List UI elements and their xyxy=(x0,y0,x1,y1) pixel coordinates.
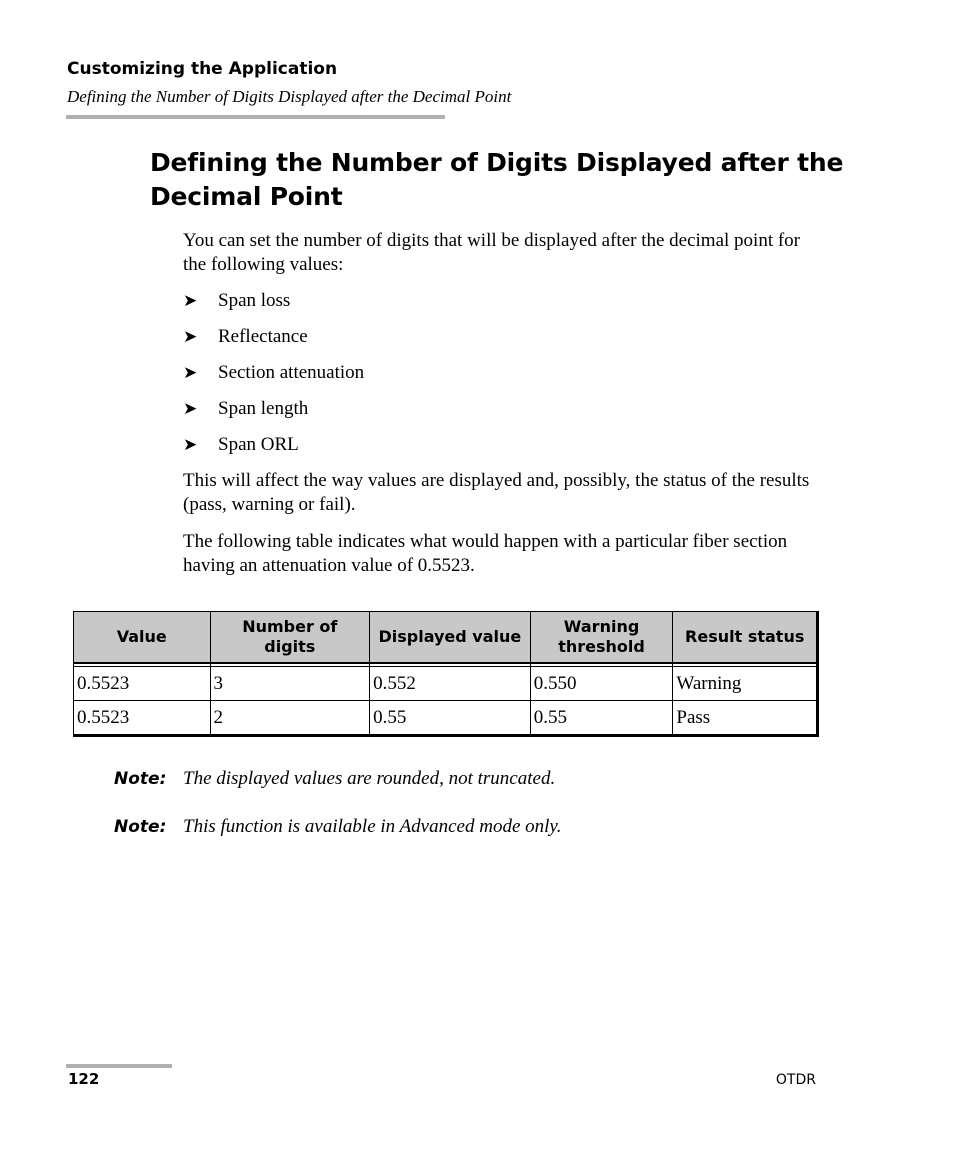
list-item-label: Section attenuation xyxy=(218,362,365,383)
note-label: Note: xyxy=(114,769,167,789)
table-cell: Warning xyxy=(673,667,818,701)
note-advanced-mode xyxy=(114,815,562,839)
chapter-title: Customizing the Application xyxy=(67,59,338,79)
section-subtitle: Defining the Number of Digits Displayed after the Decimal Point xyxy=(67,87,512,106)
page-number: 122 xyxy=(68,1070,100,1088)
table-intro-paragraph: The following table indicates what would happen with a particular fiber section having an attenuation value of 0.5523. xyxy=(183,531,788,576)
table-header-row xyxy=(74,612,818,664)
arrow-bullet-icon: ➤ xyxy=(183,327,198,346)
intro-paragraph: You can set the number of digits that will be displayed after the decimal point for the following values: xyxy=(183,230,801,275)
footer-divider xyxy=(66,1064,172,1068)
table-cell: Pass xyxy=(673,701,818,736)
list-item-label: Span length xyxy=(218,398,309,419)
running-header xyxy=(67,58,511,108)
list-item xyxy=(183,289,364,325)
list-item-label: Span loss xyxy=(218,290,291,311)
arrow-bullet-icon: ➤ xyxy=(183,291,198,310)
column-header-warning-threshold: Warning threshold xyxy=(530,612,673,664)
table-row xyxy=(74,701,818,736)
arrow-bullet-icon: ➤ xyxy=(183,435,198,454)
effect-paragraph: This will affect the way values are displayed and, possibly, the status of the results (pass, warning or fail). xyxy=(183,470,810,515)
product-name: OTDR xyxy=(775,1072,816,1088)
table-cell: 3 xyxy=(210,667,370,701)
page-title: Defining the Number of Digits Displayed after the Decimal Point xyxy=(150,148,844,211)
table-cell: 0.5523 xyxy=(74,667,211,701)
list-item-label: Span ORL xyxy=(218,434,299,455)
note-text: The displayed values are rounded, not truncated. xyxy=(183,768,556,789)
column-header-number-of-digits: Number of digits xyxy=(210,612,370,664)
table-cell: 0.5523 xyxy=(74,701,211,736)
arrow-bullet-icon: ➤ xyxy=(183,363,198,382)
list-item xyxy=(183,433,364,469)
table-cell: 0.552 xyxy=(370,667,531,701)
table-cell: 0.55 xyxy=(530,701,673,736)
list-item-label: Reflectance xyxy=(218,326,308,347)
note-rounding xyxy=(114,767,555,791)
column-header-result-status: Result status xyxy=(673,612,818,664)
value-list xyxy=(183,289,364,469)
table-cell: 2 xyxy=(210,701,370,736)
column-header-value: Value xyxy=(74,612,211,664)
note-label: Note: xyxy=(114,817,167,837)
list-item xyxy=(183,361,364,397)
table-row xyxy=(74,667,818,701)
header-divider xyxy=(66,115,445,119)
arrow-bullet-icon: ➤ xyxy=(183,399,198,418)
table-cell: 0.55 xyxy=(370,701,531,736)
list-item xyxy=(183,397,364,433)
table-cell: 0.550 xyxy=(530,667,673,701)
list-item xyxy=(183,325,364,361)
note-text: This function is available in Advanced mode only. xyxy=(183,816,562,837)
rounding-example-table xyxy=(73,611,819,737)
column-header-displayed-value: Displayed value xyxy=(370,612,531,664)
